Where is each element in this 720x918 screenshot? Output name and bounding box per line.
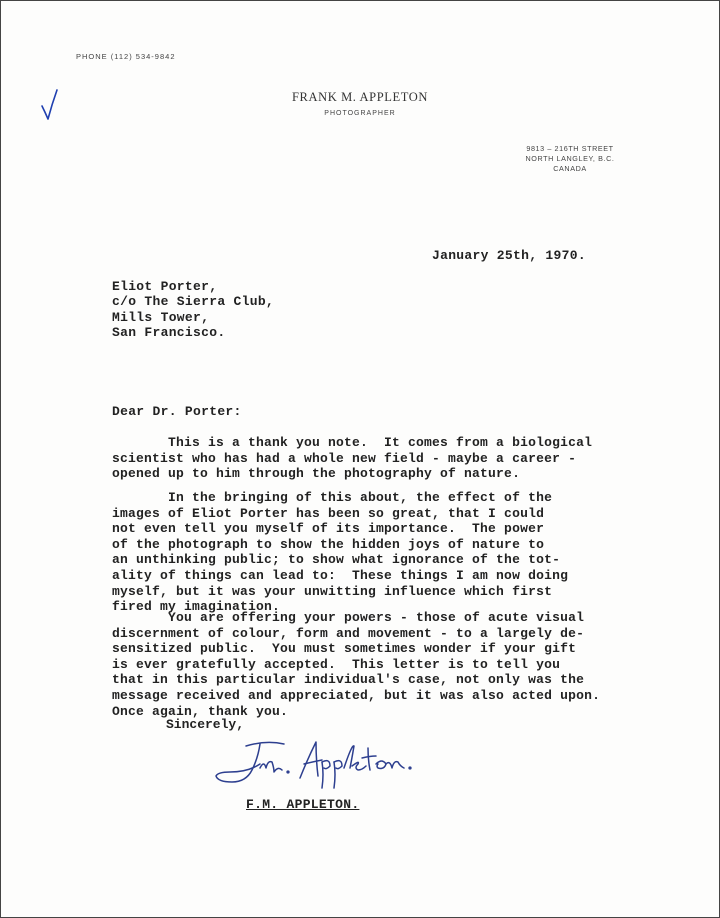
paragraph-line: ality of things can lead to: These things I am now doing [112, 567, 569, 583]
address-line: NORTH LANGLEY, B.C. [525, 154, 615, 163]
paragraph-line: images of Eliot Porter has been so great, that I could [112, 505, 545, 521]
paragraph-line: Once again, thank you. [112, 703, 289, 719]
letter-date: January 25th, 1970. [432, 248, 586, 263]
paragraph-line: not even tell you myself of its importance. The power [112, 521, 545, 537]
recipient-line: Eliot Porter, [112, 279, 218, 294]
paragraph-line: an unthinking public; to show what ignorance of the tot- [112, 552, 561, 568]
letterhead-address [515, 144, 625, 174]
paragraph-1 [112, 435, 592, 482]
paragraph-line: You are offering your powers - those of acute visual [112, 610, 585, 625]
letterhead-phone: PHONE (112) 534-9842 [76, 52, 176, 61]
paragraph-2 [112, 490, 568, 615]
paragraph-line: This is a thank you note. It comes from a biological [112, 435, 593, 450]
address-line: 9813 – 216TH STREET [526, 144, 614, 153]
recipient-line: San Francisco. [112, 324, 226, 340]
paragraph-line: that in this particular individual's case, not only was the [112, 672, 585, 688]
handwritten-signature [208, 738, 428, 796]
paragraph-line: is ever gratefully accepted. This letter is to tell you [112, 656, 561, 672]
paragraph-3 [112, 610, 600, 719]
paragraph-line: fired my imagination. [112, 599, 281, 615]
paragraph-line: scientist who has had a whole new field - maybe a career - [112, 450, 577, 466]
paragraph-line: discernment of colour, form and movement - to a largely de- [112, 625, 585, 641]
paragraph-line: myself, but it was your unwitting influence which first [112, 583, 553, 599]
paragraph-line: of the photograph to show the hidden joys of nature to [112, 536, 545, 552]
paragraph-line: opened up to him through the photography of nature. [112, 466, 521, 482]
letterhead-title: PHOTOGRAPHER [324, 110, 396, 117]
paragraph-line: sensitized public. You must sometimes wonder if your gift [112, 641, 577, 657]
salutation: Dear Dr. Porter: [112, 404, 242, 419]
recipient-block [112, 279, 274, 340]
closing: Sincerely, [166, 717, 245, 732]
paragraph-line: In the bringing of this about, the effect of the [112, 490, 553, 505]
typed-name: F.M. APPLETON. [246, 797, 360, 812]
address-line: CANADA [553, 164, 587, 173]
recipient-line: Mills Tower, [112, 309, 210, 325]
paragraph-line: message received and appreciated, but it was also acted upon. [112, 687, 601, 703]
recipient-line: c/o The Sierra Club, [112, 294, 275, 310]
letterhead-name: FRANK M. APPLETON [291, 90, 429, 104]
